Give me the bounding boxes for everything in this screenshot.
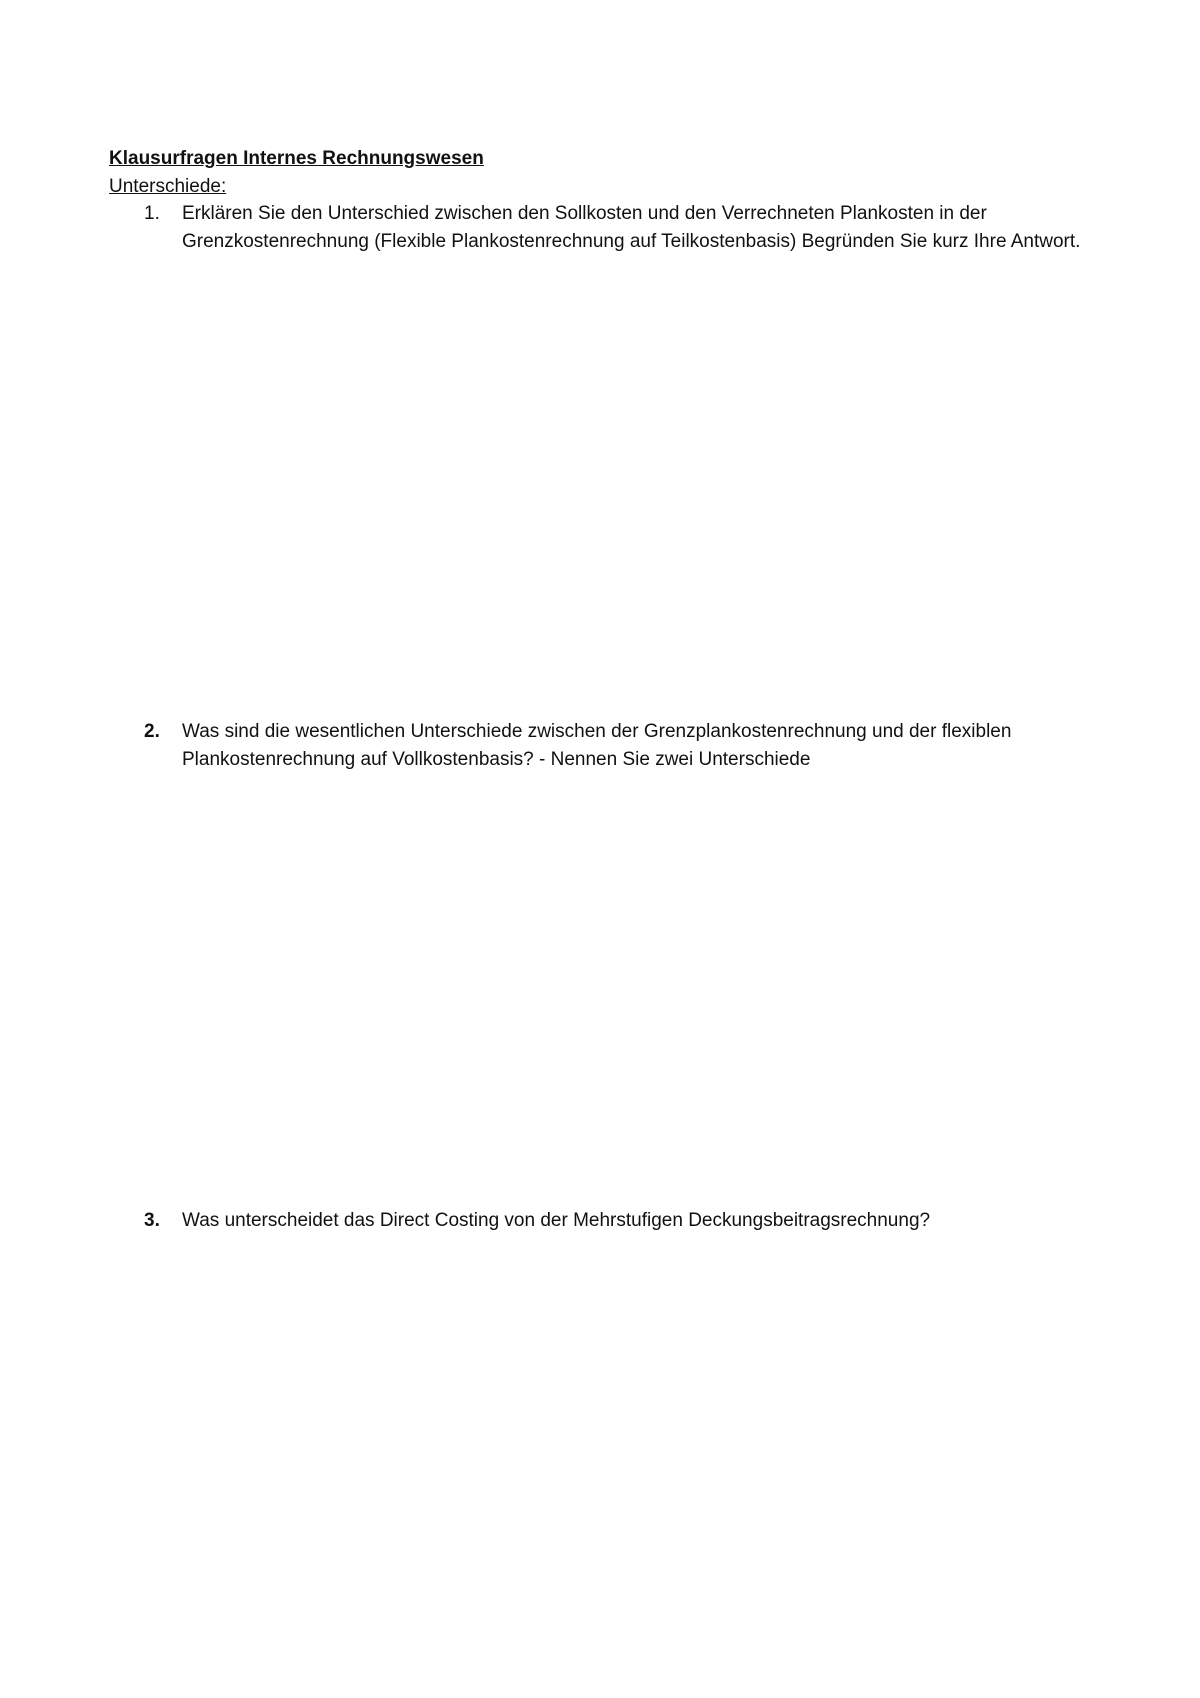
question-text: Erklären Sie den Unterschied zwischen den Sollkosten und den Verrechneten Plankosten in der Grenzkostenrechnung (Flexible Plankostenrechnung auf Teilkostenbasis) Begründen Sie kurz Ihre Antwort. [182, 203, 1081, 252]
question-text: Was sind die wesentlichen Unterschiede zwischen der Grenzplankostenrechnung und der flexiblen Plankostenrechnung auf Vollkostenbasis? - Nennen Sie zwei Unterschiede [182, 721, 1012, 770]
question-2 [144, 718, 1084, 774]
question-number: 1. [144, 203, 160, 224]
question-1 [144, 200, 1084, 256]
question-text: Was unterscheidet das Direct Costing von der Mehrstufigen Deckungsbeitragsrechnung? [182, 1210, 931, 1231]
question-number: 2. [144, 721, 160, 742]
question-3 [144, 1207, 1084, 1235]
question-number: 3. [144, 1210, 160, 1231]
document-title: Klausurfragen Internes Rechnungswesen [109, 148, 484, 169]
section-heading: Unterschiede: [109, 176, 227, 197]
